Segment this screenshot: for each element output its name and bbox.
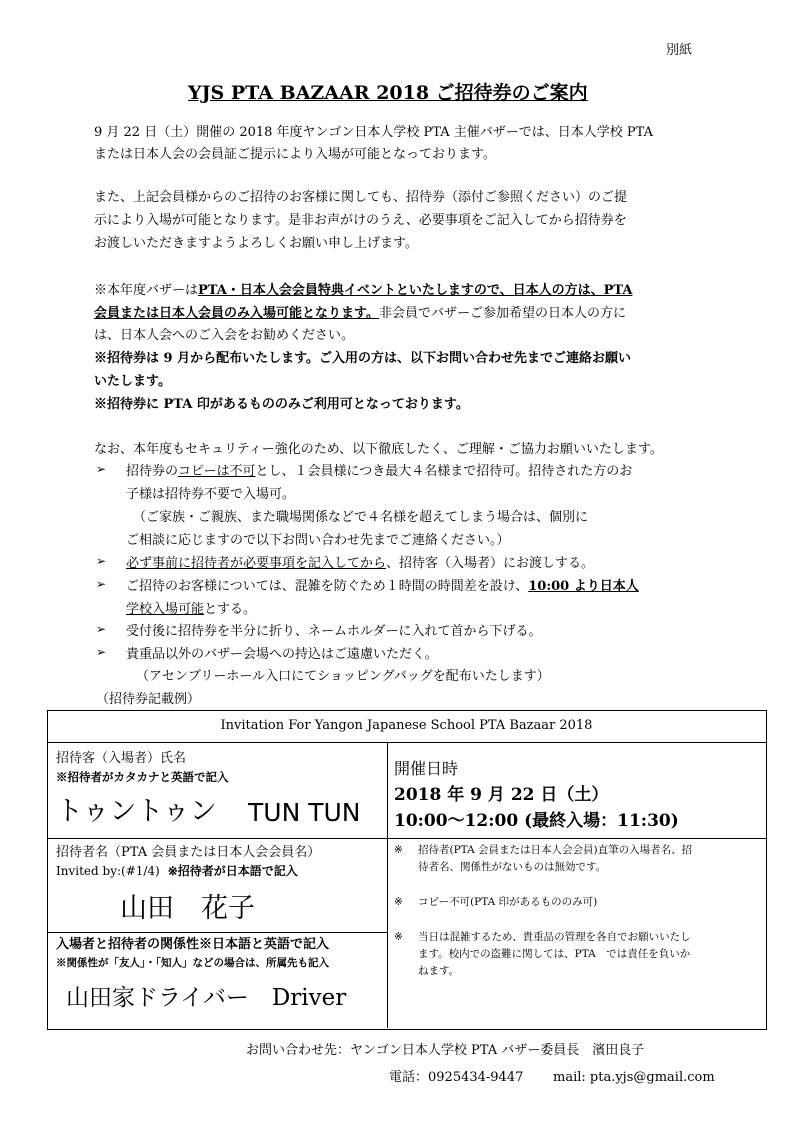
rule3-pre: ご招待のお客様については、混雑を防ぐため１時間の時間差を設け、 [126, 579, 529, 594]
intro-p2-line1: また、上記会員様からのご招待のお客様に関しても、招待券（添付ご参照ください）のご提 [94, 190, 628, 205]
note1-rest: 非会員でバザーご参加希望の日本人の方に [378, 306, 626, 321]
intro-p1-line1: 9 月 22 日（土）開催の 2018 年度ヤンゴン日本人学校 PTA 主催バザーでは、日本人学校 PTA [94, 125, 654, 140]
rule5-sub: （アセンブリーホール入口にてショッピングバッグを配布いたします） [136, 669, 550, 684]
note-mark: ※ [394, 896, 403, 908]
note-line: ます。校内での盗難に関しては、PTA では責任を負いか [418, 948, 691, 960]
note-mark: ※ [394, 931, 403, 943]
note1-line3: は、日本人会へのご入会をお勧めください。 [94, 328, 355, 343]
rule1-line3: （ご家族・ご親族、また職場関係などで４名様を超えてしまう場合は、個別に [133, 510, 589, 525]
note-mark: ※ [394, 844, 403, 856]
note-line: ねます。 [418, 965, 460, 977]
rule2 [126, 553, 594, 574]
bullet-arrow-icon: ➢ [96, 622, 107, 636]
note-line: 招待者(PTA 会員または日本人会会員)直筆の入場者名、招 [418, 844, 693, 856]
rule1-line4: ご相談に応じますので以下お問い合わせ先までご連絡ください。） [126, 533, 510, 548]
bullet-arrow-icon: ➢ [96, 554, 107, 568]
inviter-name: 山田 花子 [120, 893, 255, 924]
inviter-line [56, 862, 298, 880]
bullet-arrow-icon: ➢ [96, 577, 107, 591]
rule1-line2: 子様は招待券不要で入場可。 [126, 487, 296, 502]
date-label: 開催日時 [394, 759, 459, 778]
ticket-divider [47, 838, 766, 839]
rule1-underlined: コピーは不可 [178, 464, 256, 479]
relation-label: 入場者と招待者の関係性※日本語と英語で記入 [56, 937, 330, 952]
rule3-underlined: 10:00 より日本人 [528, 579, 639, 594]
rule2-underlined: 必ず事前に招待者が必要事項を記入してから [126, 556, 387, 571]
guest-name-en: TUN TUN [248, 798, 361, 827]
note3: ※招待券に PTA 印があるもののみご利用可となっております。 [94, 397, 469, 412]
note1-prefix: ※本年度バザーは [94, 283, 199, 298]
rule4: 受付後に招待券を半分に折り、ネームホルダーに入れて首から下げる。 [126, 624, 542, 639]
inviter-by: Invited by:(#1/4) [56, 864, 160, 878]
ticket-title: Invitation For Yangon Japanese School PTA Bazaar 2018 [220, 718, 593, 733]
rule3-underlined-2: 学校入場可能 [126, 602, 205, 617]
note-line: 当日は混雑するため、貴重品の管理を各自でお願いいたし [418, 931, 691, 943]
attachment-label: 別紙 [666, 43, 693, 58]
bullet-arrow-icon: ➢ [96, 462, 107, 476]
note-line: コピー不可(PTA 印があるもののみ可) [418, 896, 598, 908]
rule1-pre: 招待券の [126, 464, 179, 479]
relation-value: 山田家ドライバー Driver [66, 985, 347, 1011]
note1-emph-a: PTA・日本人会会員特典イベントといたしますので、日本人の方は、PTA [198, 283, 633, 298]
contact-line: お問い合わせ先：ヤンゴン日本人学校 PTA バザー委員長 濱田良子 [246, 1043, 645, 1058]
rules-lead: なお、本年度もセキュリティー強化のため、以下徹底したく、ご理解・ご協力お願いいたします。 [94, 442, 663, 457]
ticket-note-2 [394, 894, 597, 911]
rule3-line1 [126, 576, 639, 597]
contact-mail: mail: pta.yjs@gmail.com [553, 1070, 715, 1085]
ticket-divider [47, 742, 766, 743]
note-line: 待者名、関係性がないものは無効です。 [418, 861, 607, 873]
intro-p1-line2: または日本人会の会員証ご提示により入場が可能となっております。 [94, 147, 496, 162]
rule1-post: とし、１会員様につき最大４名様まで招待可。招待された方のお [255, 464, 633, 479]
rule1-line1 [126, 461, 632, 482]
inviter-note: ※招待者が日本語で記入 [167, 864, 298, 878]
ticket-divider [47, 932, 388, 933]
note2-line2: いたします。 [94, 374, 171, 389]
rule2-post: 、招待客（入場者）にお渡しする。 [386, 556, 595, 571]
contact-phone: 電話：0925434-9447 [389, 1070, 524, 1085]
note1-emph-b: 会員または日本人会員のみ入場可能となります。 [94, 306, 379, 321]
sample-caption: （招待券記載例） [96, 692, 201, 707]
time-value: 10:00～12:00 (最終入場：11:30) [394, 811, 679, 831]
page-title: YJS PTA BAZAAR 2018 ご招待券のご案内 [188, 82, 588, 104]
guest-label: 招待客（入場者）氏名 [56, 751, 187, 766]
note2-line1: ※招待券は 9 月から配布いたします。ご入用の方は、以下お問い合わせ先までご連絡お願い [94, 351, 632, 366]
note1-line2 [94, 303, 626, 324]
ticket-note-1 [394, 842, 692, 876]
ticket-note-3 [394, 929, 691, 980]
rule5: 貴重品以外のバザー会場への持込はご遠慮いただく。 [126, 647, 438, 662]
rule3-post: とする。 [204, 602, 257, 617]
guest-name-kana: トゥントゥン [56, 796, 217, 827]
intro-p2-line3: お渡しいただきますようよろしくお願い申し上げます。 [94, 236, 418, 251]
intro-p2-line2: 示により入場が可能となります。是非お声がけのうえ、必要事項をご記入してから招待券を [94, 213, 627, 228]
date-value: 2018 年 9 月 22 日（土） [394, 785, 609, 805]
ticket-divider [387, 742, 388, 1028]
inviter-label: 招待者名（PTA 会員または日本人会会員名） [56, 845, 321, 860]
bullet-arrow-icon: ➢ [96, 645, 107, 659]
relation-note: ※関係性が「友人」・「知人」などの場合は、所属先も記入 [56, 957, 329, 969]
rule3-line2 [126, 599, 256, 620]
guest-note: ※招待者がカタカナと英語で記入 [56, 770, 229, 784]
note1-line1 [94, 280, 632, 301]
